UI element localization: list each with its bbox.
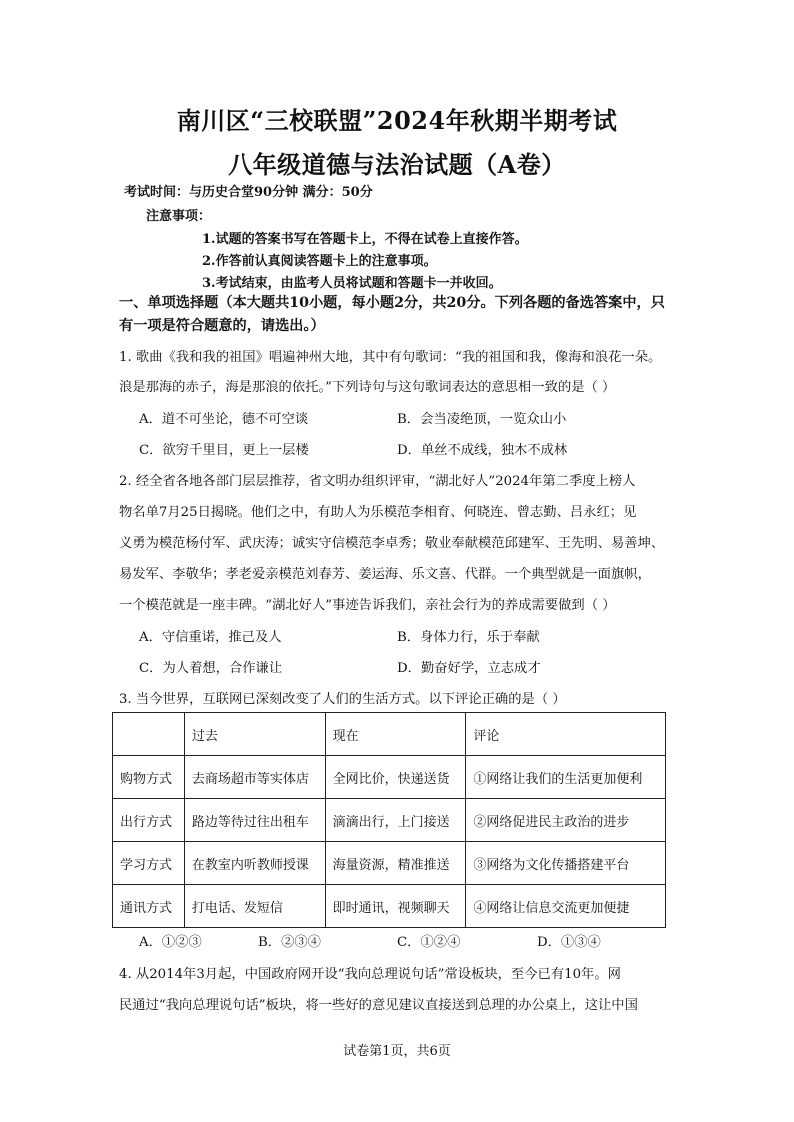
question-1-text: 浪是那海的赤子，海是那浪的依托。”下列诗句与这句歌词表达的意思相一致的是（ ） — [119, 380, 616, 395]
q2-option-b[interactable]: B．身体力行，乐于奉献 — [397, 630, 540, 645]
q3-option-d[interactable]: D．①③④ — [537, 935, 601, 950]
question-2-text: 物名单7月25日揭晓。他们之中，有助人为乐模范李相育、何晓连、曾志勤、吕永红；见 — [119, 505, 637, 520]
q3-option-a[interactable]: A．①②③ — [139, 935, 202, 950]
notice-item: 3.考试结束，由监考人员将试题和答题卡一并收回。 — [202, 276, 502, 291]
question-2-text: 一个模范就是一座丰碑。“湖北好人”事迹告诉我们，亲社会行为的养成需要做到（ ） — [119, 598, 616, 613]
q1-option-c[interactable]: C．欲穷千里目，更上一层楼 — [139, 443, 309, 458]
q1-option-a[interactable]: A．道不可坐论，德不可空谈 — [139, 412, 309, 427]
question-3-text: 3. 当今世界，互联网已深刻改变了人们的生活方式。以下评论正确的是（ ） — [119, 692, 566, 707]
exam-subtitle: 八年级道德与法治试题（A卷） — [228, 150, 566, 179]
table-cell: 出行方式 — [113, 799, 185, 842]
exam-time-score: 考试时间：与历史合堂90分钟 满分：50分 — [124, 185, 373, 200]
notice-item: 2.作答前认真阅读答题卡上的注意事项。 — [202, 254, 437, 269]
table-row — [113, 885, 666, 928]
question-2-text: 2. 经全省各地各部门层层推荐，省文明办组织评审，“湖北好人”2024年第二季度上榜人 — [119, 474, 636, 489]
table-header-cell: 现在 — [325, 713, 466, 756]
q2-option-a[interactable]: A．守信重诺，推己及人 — [139, 630, 282, 645]
table-cell: 海量资源，精准推送 — [325, 842, 466, 885]
table-cell: 通讯方式 — [113, 885, 185, 928]
table-cell: 打电话、发短信 — [184, 885, 325, 928]
table-row — [113, 756, 666, 799]
question-1-text: 1. 歌曲《我和我的祖国》唱遍神州大地，其中有句歌词：“我的祖国和我，像海和浪花一朵。 — [119, 350, 662, 365]
table-header-row — [113, 713, 666, 756]
table-cell: 滴滴出行，上门接送 — [325, 799, 466, 842]
exam-title: 南川区“三校联盟”2024年秋期半期考试 — [176, 106, 618, 135]
table-header-cell — [113, 713, 185, 756]
table-cell: 在教室内听教师授课 — [184, 842, 325, 885]
section-heading: 一、单项选择题（本大题共10小题，每小题2分，共20分。下列各题的备选答案中，只 — [119, 295, 665, 311]
table-cell: ②网络促进民主政治的进步 — [466, 799, 666, 842]
table-cell: 去商场超市等实体店 — [184, 756, 325, 799]
q2-option-d[interactable]: D．勤奋好学，立志成才 — [397, 661, 541, 676]
table-cell: 路边等待过往出租车 — [184, 799, 325, 842]
table-cell: 全网比价，快递送货 — [325, 756, 466, 799]
question-4-text: 民通过“我向总理说句话”板块，将一些好的意见建议直接送到总理的办公桌上，这让中国 — [119, 998, 638, 1013]
q3-option-b[interactable]: B．②③④ — [258, 935, 321, 950]
section-heading: 有一项是符合题意的，请选出。） — [119, 318, 325, 334]
question-2-text: 义勇为模范杨付军、武庆涛；诚实守信模范李卓秀；敬业奉献模范邱建军、王先明、易善坤、 — [119, 536, 665, 551]
table-cell: ①网络让我们的生活更加便利 — [466, 756, 666, 799]
q1-option-d[interactable]: D．单丝不成线，独木不成林 — [397, 443, 568, 458]
table-header-cell: 评论 — [466, 713, 666, 756]
table-cell: ③网络为文化传播搭建平台 — [466, 842, 666, 885]
question-4-text: 4. 从2014年3月起，中国政府网开设“我向总理说句话”常设板块，至今已有10年。网 — [119, 967, 621, 982]
question-3-table — [112, 712, 666, 928]
notice-heading: 注意事项： — [146, 209, 212, 224]
question-2-text: 易发军、李敬华；孝老爱亲模范刘春芳、姜运海、乐文喜、代群。一个典型就是一面旗帜， — [119, 567, 651, 582]
q2-option-c[interactable]: C．为人着想，合作谦让 — [139, 661, 283, 676]
page-number: 试卷第1页，共6页 — [343, 1044, 451, 1059]
table-header-cell: 过去 — [184, 713, 325, 756]
q1-option-b[interactable]: B．会当凌绝顶，一览众山小 — [397, 412, 567, 427]
table-row — [113, 799, 666, 842]
table-cell: 学习方式 — [113, 842, 185, 885]
q3-option-c[interactable]: C．①②④ — [397, 935, 461, 950]
table-cell: 即时通讯，视频聊天 — [325, 885, 466, 928]
table-cell: ④网络让信息交流更加便捷 — [466, 885, 666, 928]
table-row — [113, 842, 666, 885]
table-cell: 购物方式 — [113, 756, 185, 799]
notice-item: 1.试题的答案书写在答题卡上，不得在试卷上直接作答。 — [202, 232, 528, 247]
